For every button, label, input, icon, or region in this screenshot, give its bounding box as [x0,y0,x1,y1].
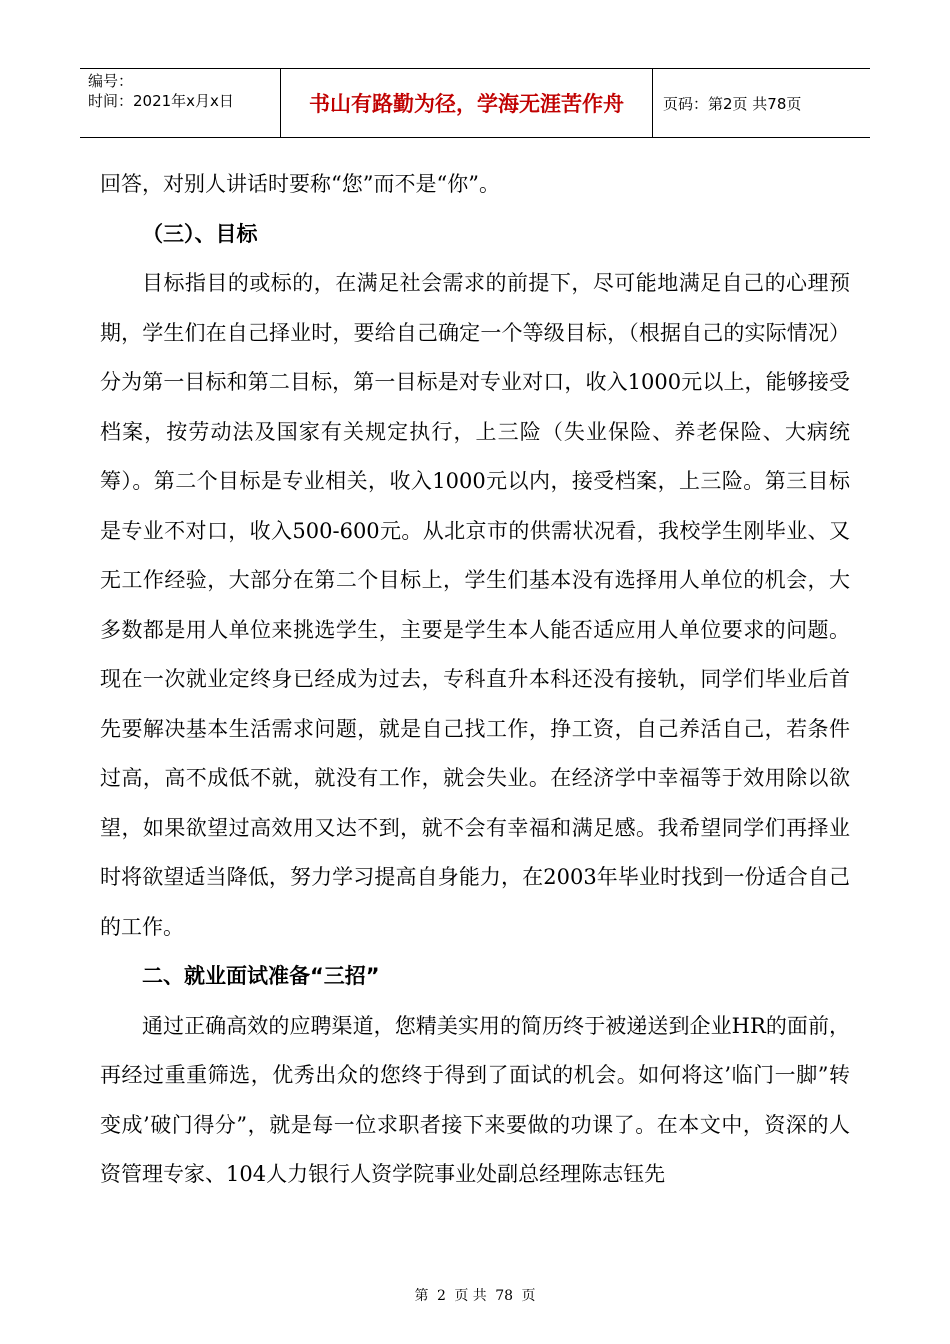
footer-prefix: 第 [414,1288,429,1304]
page-footer [0,1285,950,1305]
header-number-label: 编号： [88,72,134,90]
paragraph-interview: 通过正确高效的应聘渠道，您精美实用的简历终于被递送到企业HR的面前，再经过重重筛选，优秀出众的您终于得到了面试的机会。如何将这’临门一脚”转变成’破门得分”，就是每一位求职者接下来要做的功课了。在本文中，资深的人资管理专家、104人力银行人资学院事业处副总经理陈志钰先 [100,1013,850,1186]
page-header [80,68,870,138]
footer-total-pages: 78 [495,1288,514,1304]
document-body [100,160,850,1200]
header-motto: 书山有路勤为径，学海无涯苦作舟 [281,69,653,137]
paragraph-goals: 目标指目的或标的，在满足社会需求的前提下，尽可能地满足自己的心理预期，学生们在自己择业时，要给自己确定一个等级目标，（根据自己的实际情况）分为第一目标和第二目标，第一目标是对专业对口，收入1000元以上，能够接受档案，按劳动法及国家有关规定执行，上三险（失业保险、养老保险、大病统筹）。第二个目标是专业相关，收入1000元以内，接受档案，上三险。第三目标是专业不对口，收入500-600元。从北京市的供需状况看，我校学生刚毕业、又无工作经验，大部分在第二个目标上，学生们基本没有选择用人单位的机会，大多数都是用人单位来挑选学生，主要是学生本人能否适应用人单位要求的问题。现在一次就业定终身已经成为过去，专科直升本科还没有接轨，同学们毕业后首先要解决基本生活需求问题，就是自己找工作，挣工资，自己养活自己，若条件过高，高不成低不就，就没有工作，就会失业。在经济学中幸福等于效用除以欲望，如果欲望过高效用又达不到，就不会有幸福和满足感。我希望同学们再择业时将欲望适当降低，努力学习提高自身能力，在2003年毕业时找到一份适合自己的工作。 [100,271,850,939]
paragraph-continuation: 回答，对别人讲话时要称“您”而不是“你”。 [100,172,500,196]
section-heading-interview: 二、就业面试准备“三招” [142,964,380,988]
header-time-label: 时间：2021年x月x日 [88,92,234,110]
footer-suffix: 页 [521,1288,536,1304]
footer-middle: 页 共 [454,1288,487,1304]
footer-current-page: 2 [436,1288,446,1304]
header-page-info: 页码：第2页 共78页 [663,94,802,113]
section-heading-goals: （三）、目标 [142,221,258,246]
header-meta-cell [80,69,281,137]
